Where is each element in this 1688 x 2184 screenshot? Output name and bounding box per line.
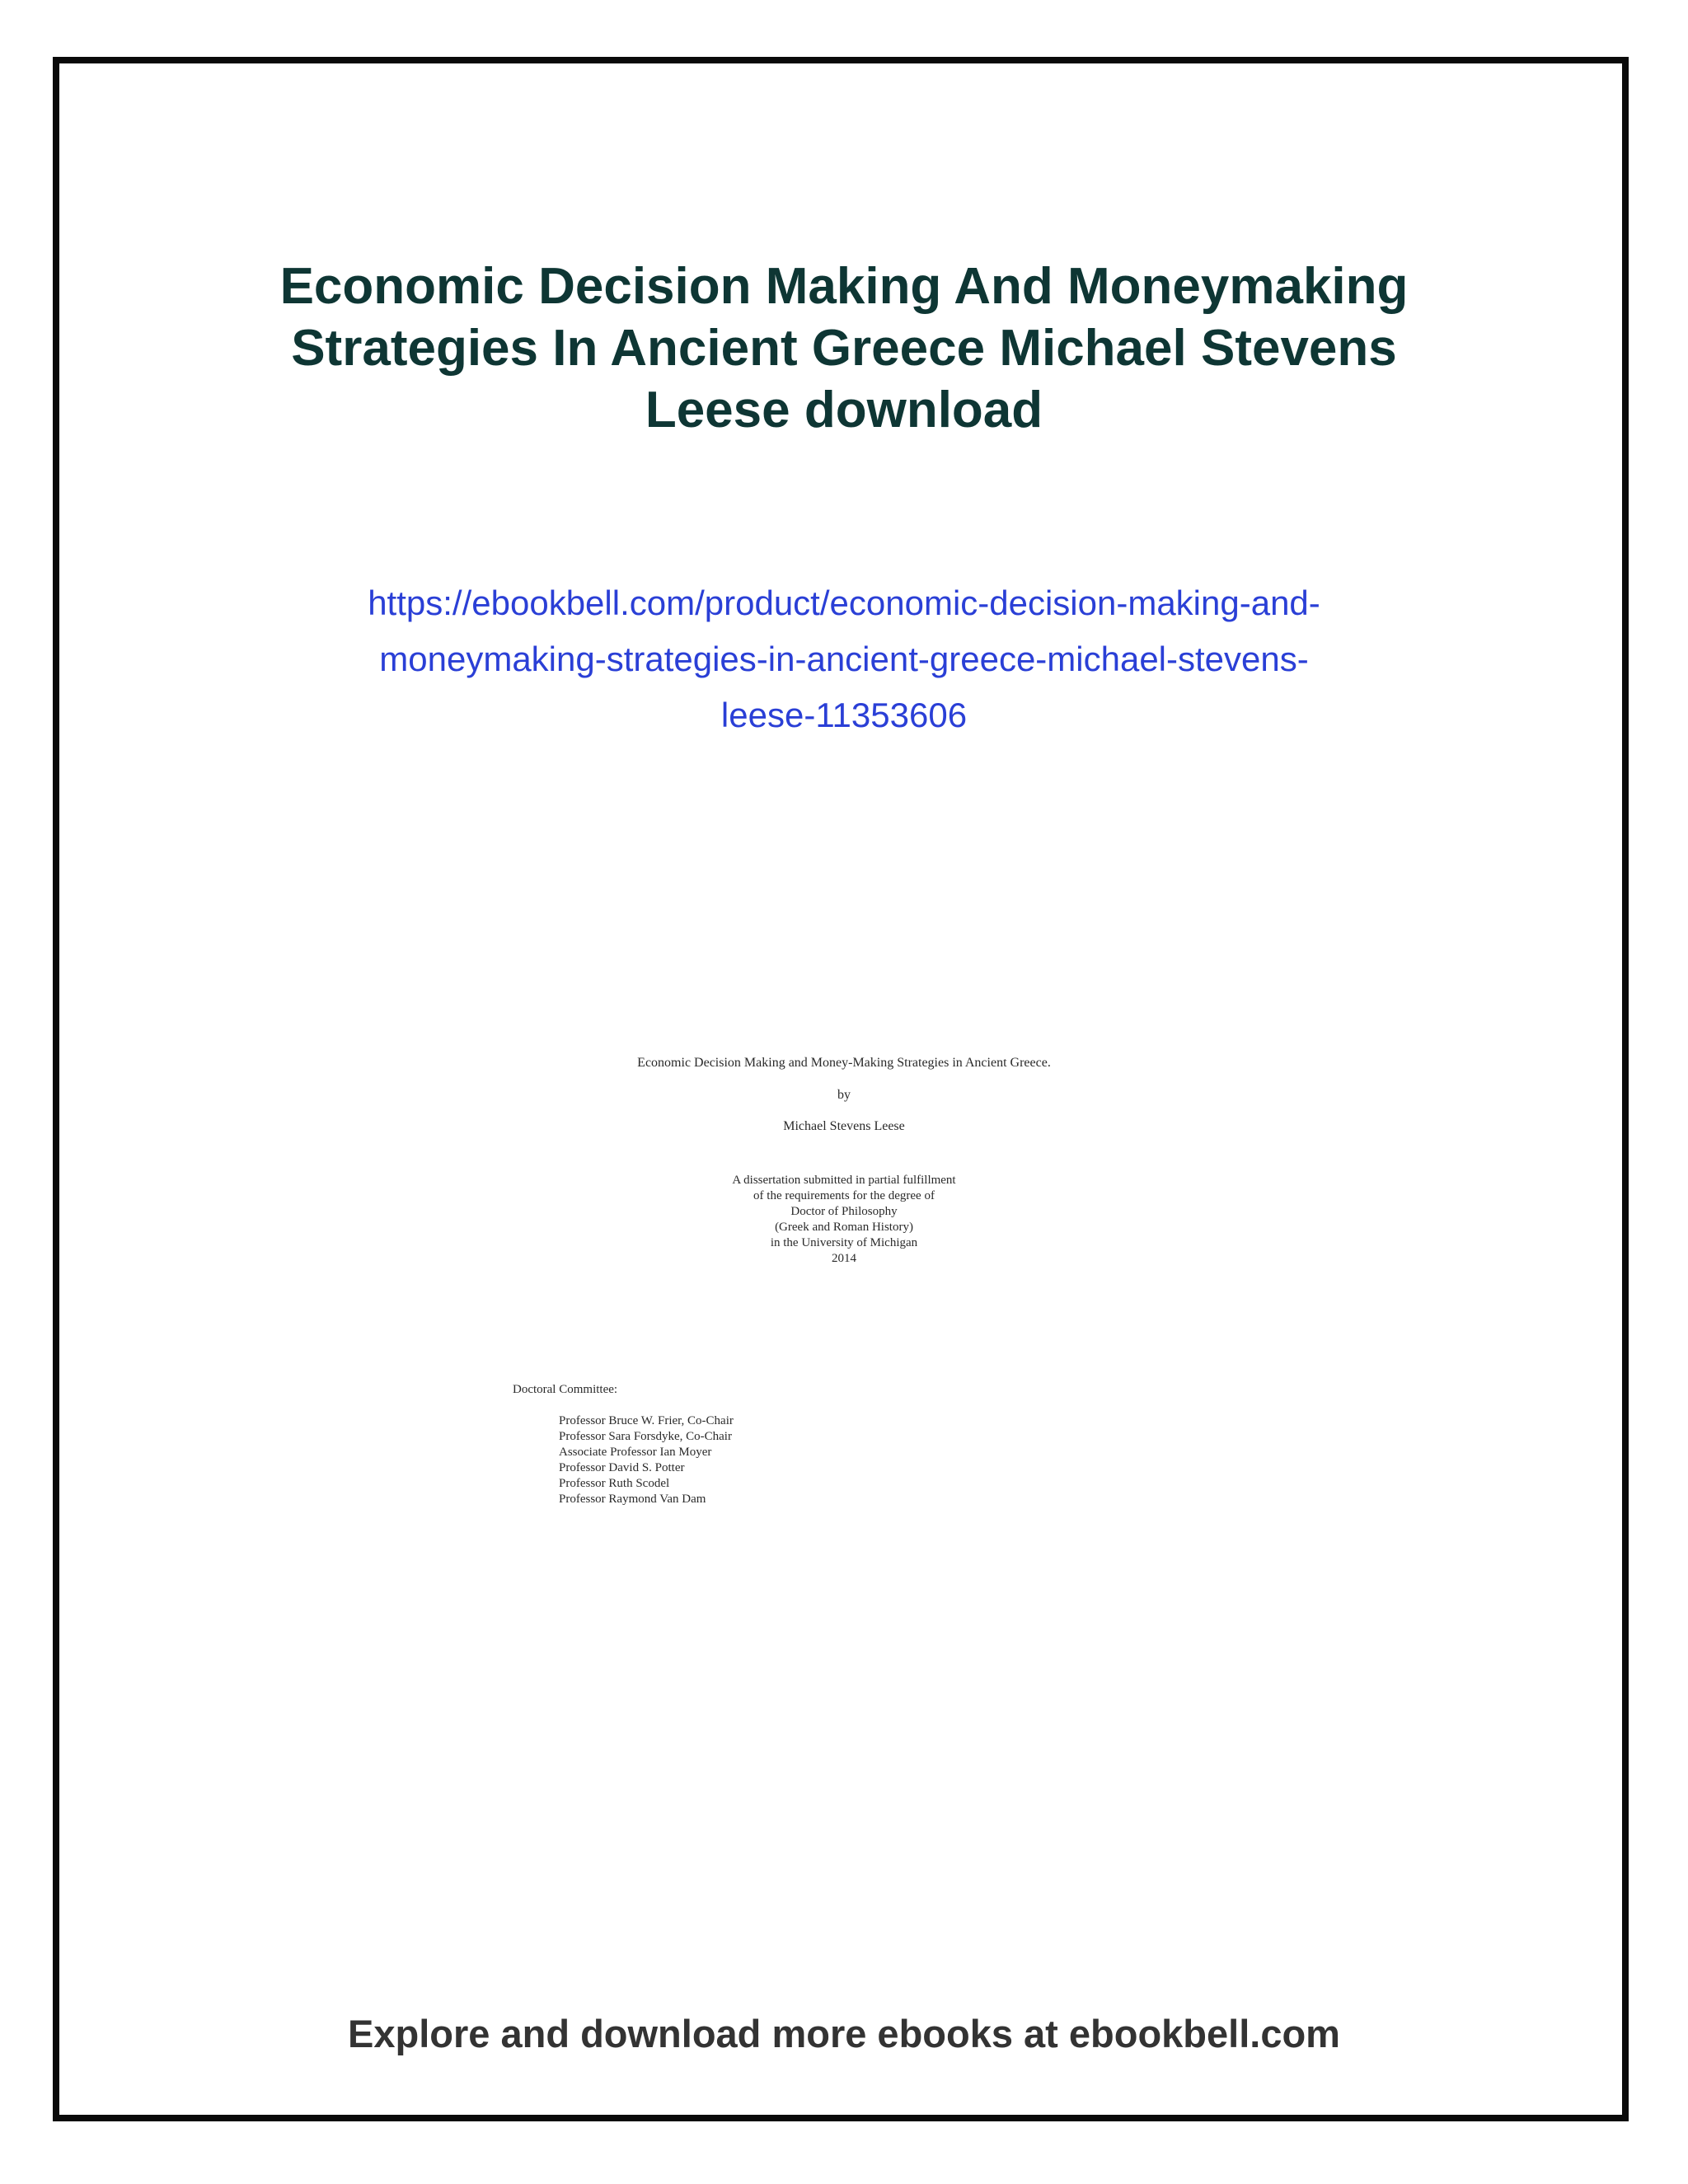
committee-member: Professor David S. Potter xyxy=(559,1461,685,1474)
product-link[interactable] xyxy=(272,575,1416,743)
title-line-1: Economic Decision Making And Moneymaking xyxy=(279,258,1409,315)
document-title xyxy=(165,255,1523,441)
link-line-2: moneymaking-strategies-in-ancient-greece-michael-stevens- xyxy=(379,640,1309,678)
dissertation-line: of the requirements for the degree of xyxy=(753,1189,935,1202)
committee-member: Professor Sara Forsdyke, Co-Chair xyxy=(559,1430,732,1443)
committee-member: Professor Raymond Van Dam xyxy=(559,1493,706,1506)
cover-by: by xyxy=(837,1088,851,1102)
cover-dissertation-statement xyxy=(495,1173,1193,1267)
book-cover-preview xyxy=(495,1055,1193,1549)
dissertation-line: Doctor of Philosophy xyxy=(790,1205,898,1218)
committee-member: Professor Bruce W. Frier, Co-Chair xyxy=(559,1414,734,1427)
committee-member: Professor Ruth Scodel xyxy=(559,1477,670,1490)
committee-member: Associate Professor Ian Moyer xyxy=(559,1446,712,1459)
cover-title: Economic Decision Making and Money-Making Strategies in Ancient Greece. xyxy=(637,1056,1051,1070)
link-line-1: https://ebookbell.com/product/economic-decision-making-and- xyxy=(368,583,1320,622)
title-line-3: Leese download xyxy=(645,382,1043,438)
dissertation-line: in the University of Michigan xyxy=(770,1236,918,1249)
dissertation-line: 2014 xyxy=(832,1252,856,1265)
link-line-3: leese-11353606 xyxy=(720,696,968,734)
committee-list xyxy=(559,1413,734,1507)
committee-label: Doctoral Committee: xyxy=(513,1383,618,1396)
dissertation-line: (Greek and Roman History) xyxy=(775,1221,913,1234)
title-line-2: Strategies In Ancient Greece Michael Stevens xyxy=(291,320,1397,377)
dissertation-line: A dissertation submitted in partial fulfillment xyxy=(732,1174,956,1187)
cover-author: Michael Stevens Leese xyxy=(783,1119,905,1133)
footer-text: Explore and download more ebooks at ebookbell.com xyxy=(348,2012,1340,2055)
